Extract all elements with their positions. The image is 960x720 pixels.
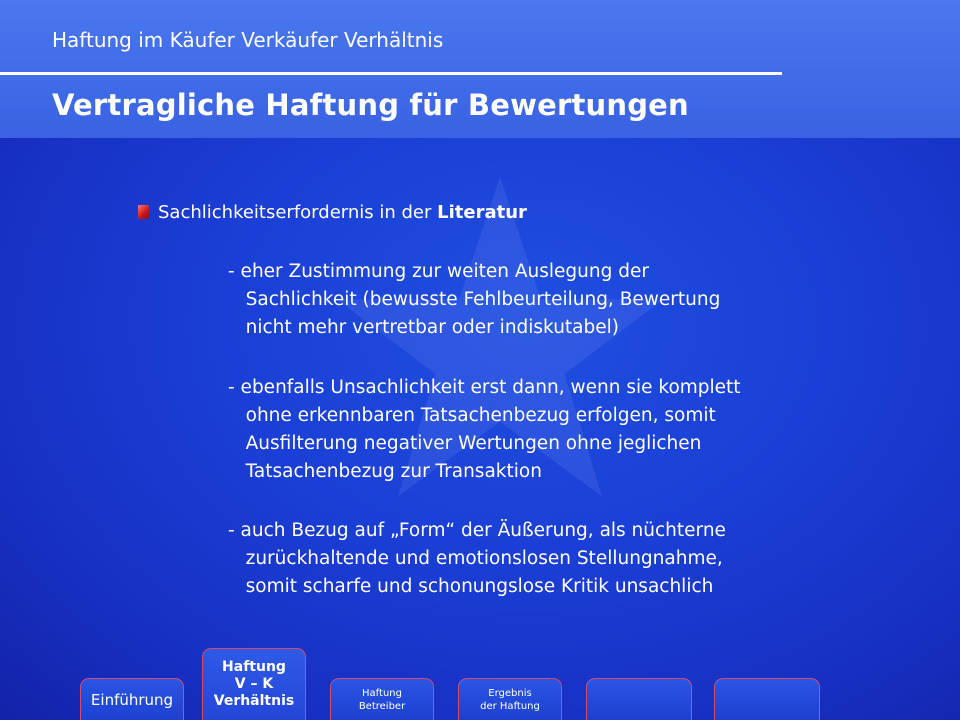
nav-tab-label bbox=[480, 687, 540, 713]
bullet-item bbox=[138, 202, 527, 223]
slide-title: Vertragliche Haftung für Bewertungen bbox=[52, 88, 689, 122]
nav-tab-empty-2[interactable] bbox=[714, 678, 820, 720]
paragraph-3: - auch Bezug auf „Form“ der Äußerung, als nüchterne zurückhaltende und emotionslosen Stellungnahme, somit scharfe und schonungslose Kritik unsachlich bbox=[228, 520, 726, 597]
nav-tab-label-line: Ergebnis bbox=[488, 687, 532, 699]
slide-subtitle: Haftung im Käufer Verkäufer Verhältnis bbox=[52, 28, 444, 52]
header-divider bbox=[0, 72, 782, 75]
nav-tab-label bbox=[214, 659, 294, 710]
paragraph-1: - eher Zustimmung zur weiten Auslegung der Sachlichkeit (bewusste Fehlbeurteilung, Bewertung nicht mehr vertretbar oder indiskutabel) bbox=[228, 261, 721, 338]
bullet-label bbox=[158, 202, 527, 223]
bullet-marker-icon bbox=[138, 205, 149, 219]
nav-tab-label: Einführung bbox=[90, 690, 174, 709]
nav-tab-label-line: der Haftung bbox=[480, 700, 540, 712]
nav-tab-label bbox=[359, 687, 405, 713]
paragraph-2: - ebenfalls Unsachlichkeit erst dann, wenn sie komplett ohne erkennbaren Tatsachenbezug erfolgen, somit Ausfilterung negativer Wertungen ohne jeglichen Tatsachenbezug zur Transaktion bbox=[228, 377, 741, 482]
nav-tab-ergebnis[interactable] bbox=[458, 678, 562, 720]
nav-tab-empty-1[interactable] bbox=[586, 678, 692, 720]
nav-tab-haftung-betreiber[interactable] bbox=[330, 678, 434, 720]
bullet-label-emphasis: Literatur bbox=[437, 202, 527, 223]
nav-tab-einfuehrung[interactable] bbox=[80, 678, 184, 720]
bullet-label-prefix: Sachlichkeitserfordernis in der bbox=[158, 202, 438, 223]
nav-tab-label-line: Verhältnis bbox=[213, 693, 295, 709]
nav-tab-label-line: V – K bbox=[234, 676, 274, 692]
nav-tab-label-line: Haftung bbox=[362, 687, 402, 699]
nav-tab-haftung-vk[interactable] bbox=[202, 648, 306, 720]
nav-tab-label-line: Betreiber bbox=[358, 700, 406, 712]
nav-tab-label-line: Haftung bbox=[222, 659, 286, 675]
